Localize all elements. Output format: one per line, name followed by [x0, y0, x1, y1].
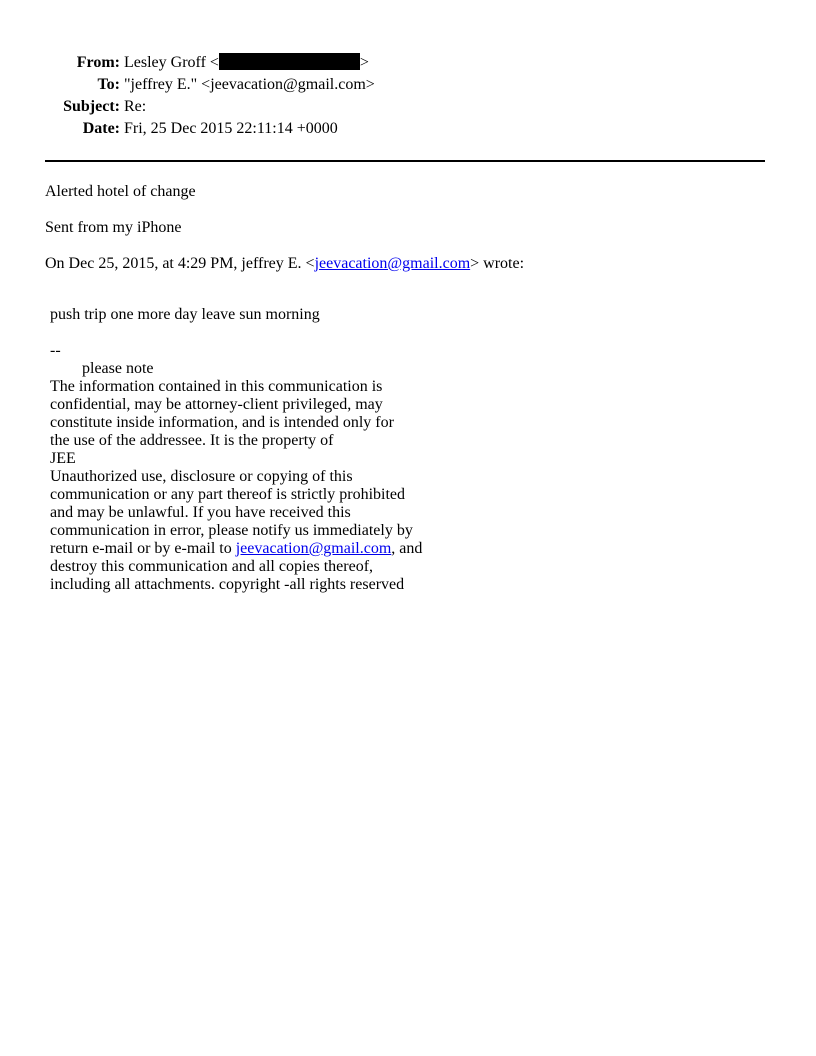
disclaimer-line: communication or any part thereof is strictly prohibited	[50, 486, 406, 503]
to-label: To:	[97, 76, 120, 93]
redaction-box	[219, 53, 360, 70]
disclaimer-line: destroy this communication and all copies thereof,	[50, 558, 374, 575]
wrote-line	[45, 254, 524, 274]
subject-value: Re:	[124, 98, 147, 115]
date-label: Date:	[82, 120, 120, 137]
disclaimer-line: and may be unlawful. If you have received this	[50, 504, 351, 521]
spacer	[50, 324, 422, 342]
disclaimer-line: The information contained in this communication is	[50, 378, 383, 395]
disclaimer-line: the use of the addressee. It is the property of	[50, 432, 334, 449]
wrote-email-link[interactable]: jeevacation@gmail.com	[314, 255, 471, 272]
return-prefix: return e-mail or by e-mail to	[50, 540, 236, 557]
wrote-suffix: > wrote:	[470, 255, 525, 272]
from-value	[124, 52, 369, 74]
to-row	[0, 74, 816, 96]
disclaimer-line: constitute inside information, and is intended only for	[50, 414, 394, 431]
email-header	[0, 52, 816, 140]
disclaimer-line: communication in error, please notify us immediately by	[50, 522, 413, 539]
return-suffix: , and	[391, 540, 423, 557]
from-row	[0, 52, 816, 74]
disclaimer-line: JEE	[50, 450, 76, 467]
from-name: Lesley Groff <	[124, 54, 219, 71]
signature-dashes: --	[50, 342, 61, 359]
disclaimer-line: confidential, may be attorney-client privileged, may	[50, 396, 383, 413]
quoted-text: push trip one more day leave sun morning	[50, 306, 320, 323]
header-divider	[45, 160, 765, 162]
disclaimer-line: including all attachments. copyright -all rights reserved	[50, 576, 405, 593]
from-close: >	[359, 54, 369, 71]
date-value: Fri, 25 Dec 2015 22:11:14 +0000	[124, 120, 338, 137]
date-row	[0, 118, 816, 140]
disclaimer-return-line	[50, 540, 422, 558]
wrote-prefix: On Dec 25, 2015, at 4:29 PM, jeffrey E. <	[45, 255, 315, 272]
please-note: please note	[82, 360, 154, 377]
reply-line-1: Alerted hotel of change	[45, 183, 196, 200]
from-label: From:	[76, 54, 120, 71]
disclaimer-email-link[interactable]: jeevacation@gmail.com	[235, 540, 392, 557]
quoted-message	[50, 306, 422, 594]
reply-signature: Sent from my iPhone	[45, 219, 182, 236]
subject-row	[0, 96, 816, 118]
subject-label: Subject:	[63, 98, 120, 115]
disclaimer-line: Unauthorized use, disclosure or copying of this	[50, 468, 353, 485]
to-value: "jeffrey E." <jeevacation@gmail.com>	[124, 76, 375, 93]
